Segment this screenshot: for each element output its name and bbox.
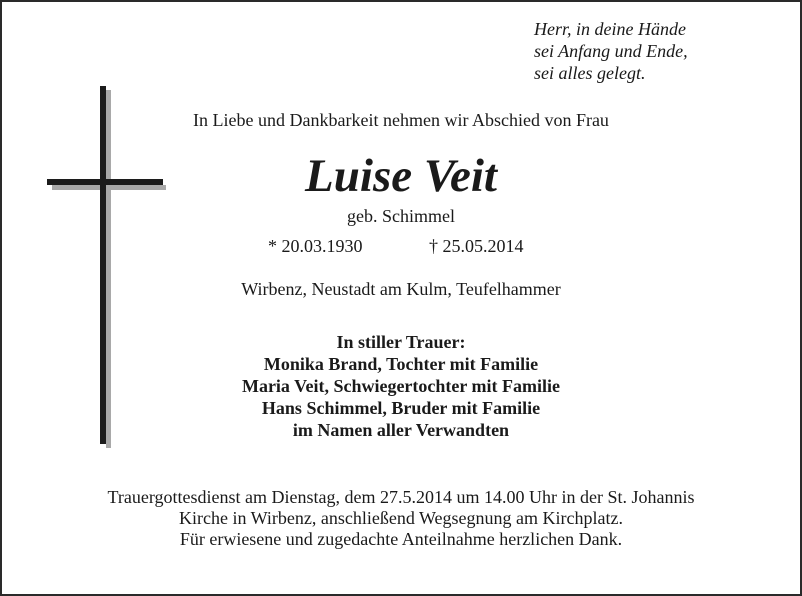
mourner-line: Hans Schimmel, Bruder mit Familie [261, 398, 541, 418]
motto-verse [534, 18, 688, 84]
motto-line: sei Anfang und Ende, [534, 41, 688, 61]
mourners-heading: In stiller Trauer: [336, 332, 466, 352]
service-line: Kirche in Wirbenz, anschließend Wegsegnung am Kirchplatz. [178, 508, 623, 528]
service-info [0, 487, 802, 550]
motto-line: Herr, in deine Hände [534, 19, 686, 39]
birth-name: geb. Schimmel [347, 206, 455, 226]
birth-date: * 20.03.1930 [268, 236, 363, 256]
motto-line: sei alles gelegt. [534, 63, 646, 83]
mourner-line: im Namen aller Verwandten [292, 420, 510, 440]
service-line: Trauergottesdienst am Dienstag, dem 27.5.2014 um 14.00 Uhr in der St. Johannis [107, 487, 695, 507]
places-text: Wirbenz, Neustadt am Kulm, Teufelhammer [241, 279, 561, 299]
deceased-name: Luise Veit [305, 150, 497, 202]
intro-text: In Liebe und Dankbarkeit nehmen wir Abschied von Frau [193, 110, 609, 130]
mourners-block [0, 331, 802, 441]
mourner-line: Monika Brand, Tochter mit Familie [263, 354, 539, 374]
death-date: † 25.05.2014 [429, 236, 524, 256]
mourner-line: Maria Veit, Schwiegertochter mit Familie [241, 376, 561, 396]
service-line: Für erwiesene und zugedachte Anteilnahme herzlichen Dank. [179, 529, 623, 549]
